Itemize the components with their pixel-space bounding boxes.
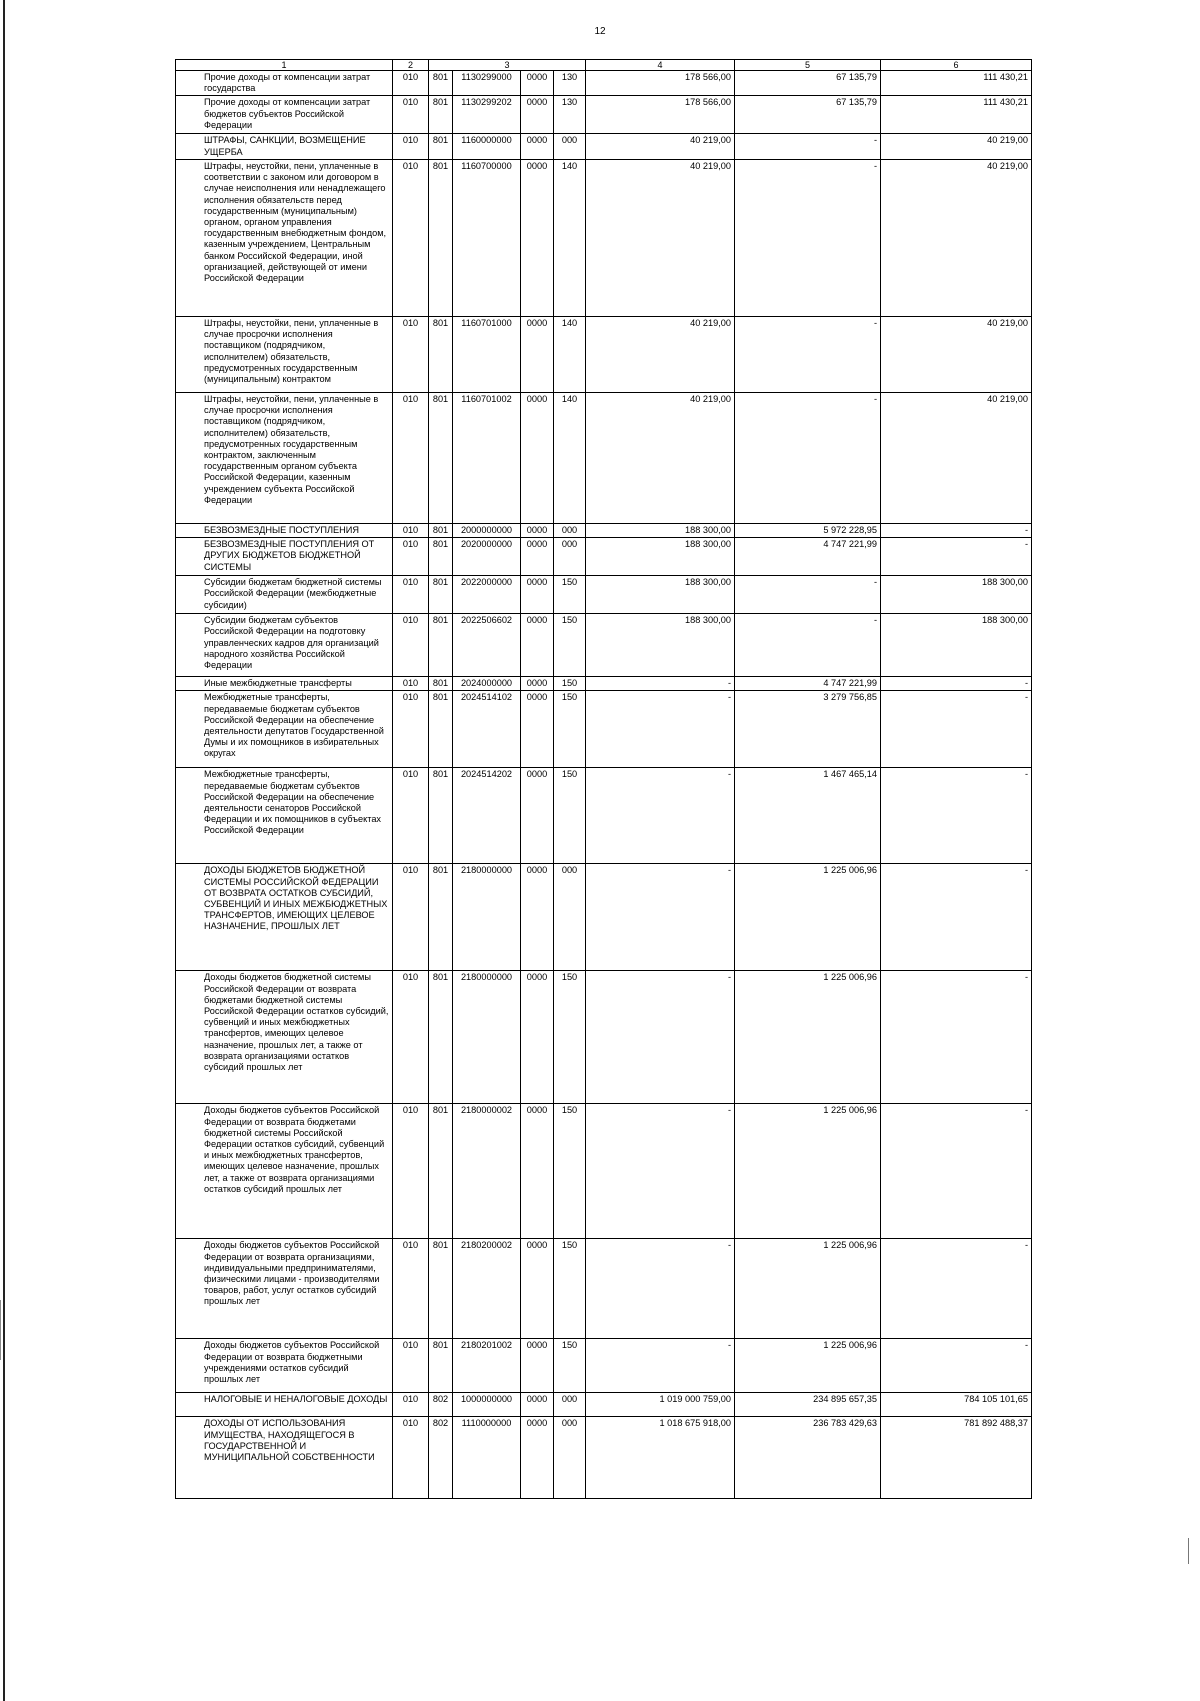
sub-code: 0000 (521, 316, 554, 392)
value-col-4: - (586, 1339, 735, 1393)
sub-code: 0000 (521, 159, 554, 316)
kind-code: 150 (554, 677, 586, 691)
table-row (176, 677, 1032, 691)
row-name: Субсидии бюджетам субъектов Российской Федерации на подготовку управленческих кадров для организаций народного хозяйства Российской Федерации (176, 614, 393, 677)
kind-code: 000 (554, 864, 586, 971)
row-name: Доходы бюджетов бюджетной системы Российской Федерации от возврата бюджетами бюджетной системы Российской Федерации остатков субсидий, субвенций и иных межбюджетных трансфертов, имеющих целевое назначение, прошлых лет, а также от возврата организациями остатков субсидий прошлых лет (176, 971, 393, 1104)
col-3a: 801 (429, 316, 453, 392)
table-row (176, 159, 1032, 316)
budget-code: 2024514102 (453, 691, 521, 768)
col-3a: 801 (429, 1339, 453, 1393)
col-2: 010 (393, 1104, 429, 1239)
kind-code: 000 (554, 134, 586, 159)
budget-code: 1130299000 (453, 71, 521, 96)
col-2: 010 (393, 71, 429, 96)
value-col-6: 40 219,00 (881, 159, 1032, 316)
col-3a: 801 (429, 614, 453, 677)
value-col-6: - (881, 523, 1032, 537)
col-3a: 801 (429, 392, 453, 523)
table-row (176, 96, 1032, 134)
value-col-6: - (881, 1339, 1032, 1393)
row-name: Штрафы, неустойки, пени, уплаченные в случае просрочки исполнения поставщиком (подрядчиком, исполнителем) обязательств, предусмотренных государственным контрактом, заключенным государственным органом субъекта Российской Федерации, казенным учреждением субъекта Российской Федерации (176, 392, 393, 523)
row-name: Иные межбюджетные трансферты (176, 677, 393, 691)
budget-code: 1160701000 (453, 316, 521, 392)
sub-code: 0000 (521, 392, 554, 523)
kind-code: 150 (554, 576, 586, 614)
col-2: 010 (393, 134, 429, 159)
value-col-4: 188 300,00 (586, 523, 735, 537)
row-name: ДОХОДЫ ОТ ИСПОЛЬЗОВАНИЯ ИМУЩЕСТВА, НАХОДЯЩЕГОСЯ В ГОСУДАРСТВЕННОЙ И МУНИЦИПАЛЬНОЙ СОБСТВЕННОСТИ (176, 1417, 393, 1499)
col-2: 010 (393, 392, 429, 523)
sub-code: 0000 (521, 677, 554, 691)
table-row (176, 1104, 1032, 1239)
budget-code: 1160701002 (453, 392, 521, 523)
budget-code: 1160000000 (453, 134, 521, 159)
sub-code: 0000 (521, 1393, 554, 1417)
value-col-4: - (586, 768, 735, 864)
value-col-4: - (586, 691, 735, 768)
row-name: Доходы бюджетов субъектов Российской Федерации от возврата организациями, индивидуальными предпринимателями, физическими лицами - производителями товаров, работ, услуг остатков субсидий прошлых лет (176, 1239, 393, 1339)
col-3a: 801 (429, 523, 453, 537)
budget-code: 2180000000 (453, 971, 521, 1104)
col-2: 010 (393, 96, 429, 134)
row-name: БЕЗВОЗМЕЗДНЫЕ ПОСТУПЛЕНИЯ ОТ ДРУГИХ БЮДЖЕТОВ БЮДЖЕТНОЙ СИСТЕМЫ (176, 538, 393, 576)
table-row (176, 71, 1032, 96)
value-col-6: 40 219,00 (881, 134, 1032, 159)
value-col-4: 188 300,00 (586, 538, 735, 576)
value-col-6: - (881, 1239, 1032, 1339)
kind-code: 150 (554, 1339, 586, 1393)
value-col-6: - (881, 538, 1032, 576)
kind-code: 140 (554, 316, 586, 392)
sub-code: 0000 (521, 1104, 554, 1239)
col-2: 010 (393, 1339, 429, 1393)
col-2: 010 (393, 768, 429, 864)
value-col-5: 1 225 006,96 (735, 864, 881, 971)
budget-code: 2180200002 (453, 1239, 521, 1339)
budget-code: 2022506602 (453, 614, 521, 677)
value-col-5: - (735, 159, 881, 316)
scan-mark-right (1188, 1538, 1189, 1564)
value-col-6: - (881, 768, 1032, 864)
value-col-4: 178 566,00 (586, 71, 735, 96)
value-col-4: 1 019 000 759,00 (586, 1393, 735, 1417)
value-col-6: 784 105 101,65 (881, 1393, 1032, 1417)
budget-code: 2024000000 (453, 677, 521, 691)
col-3a: 801 (429, 538, 453, 576)
budget-code: 2180000002 (453, 1104, 521, 1239)
sub-code: 0000 (521, 96, 554, 134)
value-col-5: 1 467 465,14 (735, 768, 881, 864)
col-2: 010 (393, 864, 429, 971)
value-col-5: - (735, 614, 881, 677)
value-col-5: 1 225 006,96 (735, 971, 881, 1104)
sub-code: 0000 (521, 691, 554, 768)
col-3a: 801 (429, 71, 453, 96)
value-col-5: 4 747 221,99 (735, 677, 881, 691)
kind-code: 150 (554, 971, 586, 1104)
value-col-5: - (735, 316, 881, 392)
col-3a: 801 (429, 159, 453, 316)
budget-code: 2020000000 (453, 538, 521, 576)
col-2: 010 (393, 159, 429, 316)
value-col-5: 3 279 756,85 (735, 691, 881, 768)
value-col-6: 111 430,21 (881, 71, 1032, 96)
row-name: Прочие доходы от компенсации затрат государства (176, 71, 393, 96)
value-col-4: - (586, 677, 735, 691)
col-3a: 802 (429, 1417, 453, 1499)
col-3a: 801 (429, 576, 453, 614)
row-name: Прочие доходы от компенсации затрат бюджетов субъектов Российской Федерации (176, 96, 393, 134)
budget-code: 2024514202 (453, 768, 521, 864)
col-3a: 801 (429, 1239, 453, 1339)
table-row (176, 523, 1032, 537)
kind-code: 000 (554, 1393, 586, 1417)
row-name: Штрафы, неустойки, пени, уплаченные в соответствии с законом или договором в случае неисполнения или ненадлежащего исполнения обязательств перед государственным (муниципальным) органом, органом управления государственным внебюджетным фондом, казенным учреждением, Центральным банком Российской Федерации, иной организацией, действующей от имени Российской Федерации (176, 159, 393, 316)
value-col-6: - (881, 677, 1032, 691)
header-cell: 2 (393, 60, 429, 71)
col-2: 010 (393, 538, 429, 576)
col-3a: 801 (429, 971, 453, 1104)
budget-code: 2022000000 (453, 576, 521, 614)
kind-code: 150 (554, 1104, 586, 1239)
budget-code: 2180201002 (453, 1339, 521, 1393)
value-col-4: 1 018 675 918,00 (586, 1417, 735, 1499)
budget-code: 1110000000 (453, 1417, 521, 1499)
table-row (176, 1417, 1032, 1499)
kind-code: 150 (554, 614, 586, 677)
sub-code: 0000 (521, 864, 554, 971)
kind-code: 140 (554, 159, 586, 316)
value-col-5: - (735, 576, 881, 614)
sub-code: 0000 (521, 971, 554, 1104)
budget-table (175, 59, 1032, 1499)
value-col-4: 188 300,00 (586, 576, 735, 614)
value-col-5: 1 225 006,96 (735, 1239, 881, 1339)
value-col-6: 781 892 488,37 (881, 1417, 1032, 1499)
value-col-6: 40 219,00 (881, 316, 1032, 392)
scan-edge-left (3, 0, 5, 1701)
sub-code: 0000 (521, 538, 554, 576)
sub-code: 0000 (521, 523, 554, 537)
table-row (176, 392, 1032, 523)
table-row (176, 1239, 1032, 1339)
header-cell: 3 (429, 60, 586, 71)
sub-code: 0000 (521, 71, 554, 96)
table-row (176, 1393, 1032, 1417)
header-cell: 4 (586, 60, 735, 71)
budget-code: 1160700000 (453, 159, 521, 316)
col-3a: 801 (429, 864, 453, 971)
value-col-4: - (586, 864, 735, 971)
col-3a: 801 (429, 1104, 453, 1239)
value-col-5: 67 135,79 (735, 71, 881, 96)
table-row (176, 971, 1032, 1104)
value-col-4: - (586, 1239, 735, 1339)
sub-code: 0000 (521, 134, 554, 159)
value-col-5: 234 895 657,35 (735, 1393, 881, 1417)
budget-code: 2180000000 (453, 864, 521, 971)
kind-code: 000 (554, 523, 586, 537)
sub-code: 0000 (521, 1239, 554, 1339)
table-row (176, 134, 1032, 159)
value-col-6: - (881, 971, 1032, 1104)
col-3a: 801 (429, 691, 453, 768)
col-3a: 801 (429, 96, 453, 134)
row-name: Доходы бюджетов субъектов Российской Федерации от возврата бюджетами бюджетной системы Российской Федерации остатков субсидий, субвенций и иных межбюджетных трансфертов, имеющих целевое назначение, прошлых лет, а также от возврата организациями остатков субсидий прошлых лет (176, 1104, 393, 1239)
value-col-5: 67 135,79 (735, 96, 881, 134)
value-col-4: 178 566,00 (586, 96, 735, 134)
value-col-6: 40 219,00 (881, 392, 1032, 523)
value-col-6: - (881, 864, 1032, 971)
value-col-6: 188 300,00 (881, 614, 1032, 677)
header-cell: 6 (881, 60, 1032, 71)
value-col-5: 5 972 228,95 (735, 523, 881, 537)
value-col-4: 40 219,00 (586, 134, 735, 159)
sub-code: 0000 (521, 1417, 554, 1499)
col-2: 010 (393, 614, 429, 677)
value-col-4: 40 219,00 (586, 392, 735, 523)
row-name: Субсидии бюджетам бюджетной системы Российской Федерации (межбюджетные субсидии) (176, 576, 393, 614)
col-2: 010 (393, 1417, 429, 1499)
sub-code: 0000 (521, 576, 554, 614)
table-row (176, 316, 1032, 392)
table-row (176, 576, 1032, 614)
table-row (176, 614, 1032, 677)
sub-code: 0000 (521, 768, 554, 864)
sub-code: 0000 (521, 1339, 554, 1393)
row-name: Штрафы, неустойки, пени, уплаченные в случае просрочки исполнения поставщиком (подрядчиком, исполнителем) обязательств, предусмотренных государственным (муниципальным) контрактом (176, 316, 393, 392)
value-col-6: 188 300,00 (881, 576, 1032, 614)
kind-code: 000 (554, 538, 586, 576)
kind-code: 150 (554, 768, 586, 864)
value-col-4: 40 219,00 (586, 159, 735, 316)
kind-code: 130 (554, 96, 586, 134)
value-col-4: - (586, 971, 735, 1104)
table-body (176, 60, 1032, 1499)
kind-code: 130 (554, 71, 586, 96)
table-row (176, 768, 1032, 864)
row-name: ШТРАФЫ, САНКЦИИ, ВОЗМЕЩЕНИЕ УЩЕРБА (176, 134, 393, 159)
value-col-4: 188 300,00 (586, 614, 735, 677)
col-2: 010 (393, 1239, 429, 1339)
col-2: 010 (393, 1393, 429, 1417)
value-col-4: 40 219,00 (586, 316, 735, 392)
col-3a: 801 (429, 768, 453, 864)
value-col-5: 236 783 429,63 (735, 1417, 881, 1499)
row-name: Межбюджетные трансферты, передаваемые бюджетам субъектов Российской Федерации на обеспечение деятельности депутатов Государственной Думы и их помощников в избирательных округах (176, 691, 393, 768)
col-2: 010 (393, 576, 429, 614)
value-col-4: - (586, 1104, 735, 1239)
row-name: Межбюджетные трансферты, передаваемые бюджетам субъектов Российской Федерации на обеспечение деятельности сенаторов Российской Федерации и их помощников в субъектах Российской Федерации (176, 768, 393, 864)
table-row (176, 1339, 1032, 1393)
kind-code: 150 (554, 1239, 586, 1339)
kind-code: 140 (554, 392, 586, 523)
value-col-5: 1 225 006,96 (735, 1104, 881, 1239)
col-2: 010 (393, 691, 429, 768)
col-3a: 801 (429, 134, 453, 159)
budget-code: 1000000000 (453, 1393, 521, 1417)
col-2: 010 (393, 523, 429, 537)
col-2: 010 (393, 677, 429, 691)
value-col-6: - (881, 691, 1032, 768)
header-cell: 5 (735, 60, 881, 71)
row-name: НАЛОГОВЫЕ И НЕНАЛОГОВЫЕ ДОХОДЫ (176, 1393, 393, 1417)
col-3a: 802 (429, 1393, 453, 1417)
header-cell: 1 (176, 60, 393, 71)
value-col-6: - (881, 1104, 1032, 1239)
table-row (176, 538, 1032, 576)
scan-mark-left (0, 1300, 1, 1360)
value-col-5: - (735, 392, 881, 523)
row-name: ДОХОДЫ БЮДЖЕТОВ БЮДЖЕТНОЙ СИСТЕМЫ РОССИЙСКОЙ ФЕДЕРАЦИИ ОТ ВОЗВРАТА ОСТАТКОВ СУБСИДИЙ, СУБВЕНЦИЙ И ИНЫХ МЕЖБЮДЖЕТНЫХ ТРАНСФЕРТОВ, ИМЕЮЩИХ ЦЕЛЕВОЕ НАЗНАЧЕНИЕ, ПРОШЛЫХ ЛЕТ (176, 864, 393, 971)
col-3a: 801 (429, 677, 453, 691)
value-col-5: 4 747 221,99 (735, 538, 881, 576)
col-2: 010 (393, 971, 429, 1104)
value-col-6: 111 430,21 (881, 96, 1032, 134)
table-row (176, 864, 1032, 971)
value-col-5: - (735, 134, 881, 159)
value-col-5: 1 225 006,96 (735, 1339, 881, 1393)
budget-code: 2000000000 (453, 523, 521, 537)
page-number: 12 (594, 26, 606, 37)
budget-code: 1130299202 (453, 96, 521, 134)
kind-code: 000 (554, 1417, 586, 1499)
table-row (176, 691, 1032, 768)
row-name: Доходы бюджетов субъектов Российской Федерации от возврата бюджетными учреждениями остатков субсидий прошлых лет (176, 1339, 393, 1393)
col-2: 010 (393, 316, 429, 392)
sub-code: 0000 (521, 614, 554, 677)
row-name: БЕЗВОЗМЕЗДНЫЕ ПОСТУПЛЕНИЯ (176, 523, 393, 537)
kind-code: 150 (554, 691, 586, 768)
header-row (176, 60, 1032, 71)
